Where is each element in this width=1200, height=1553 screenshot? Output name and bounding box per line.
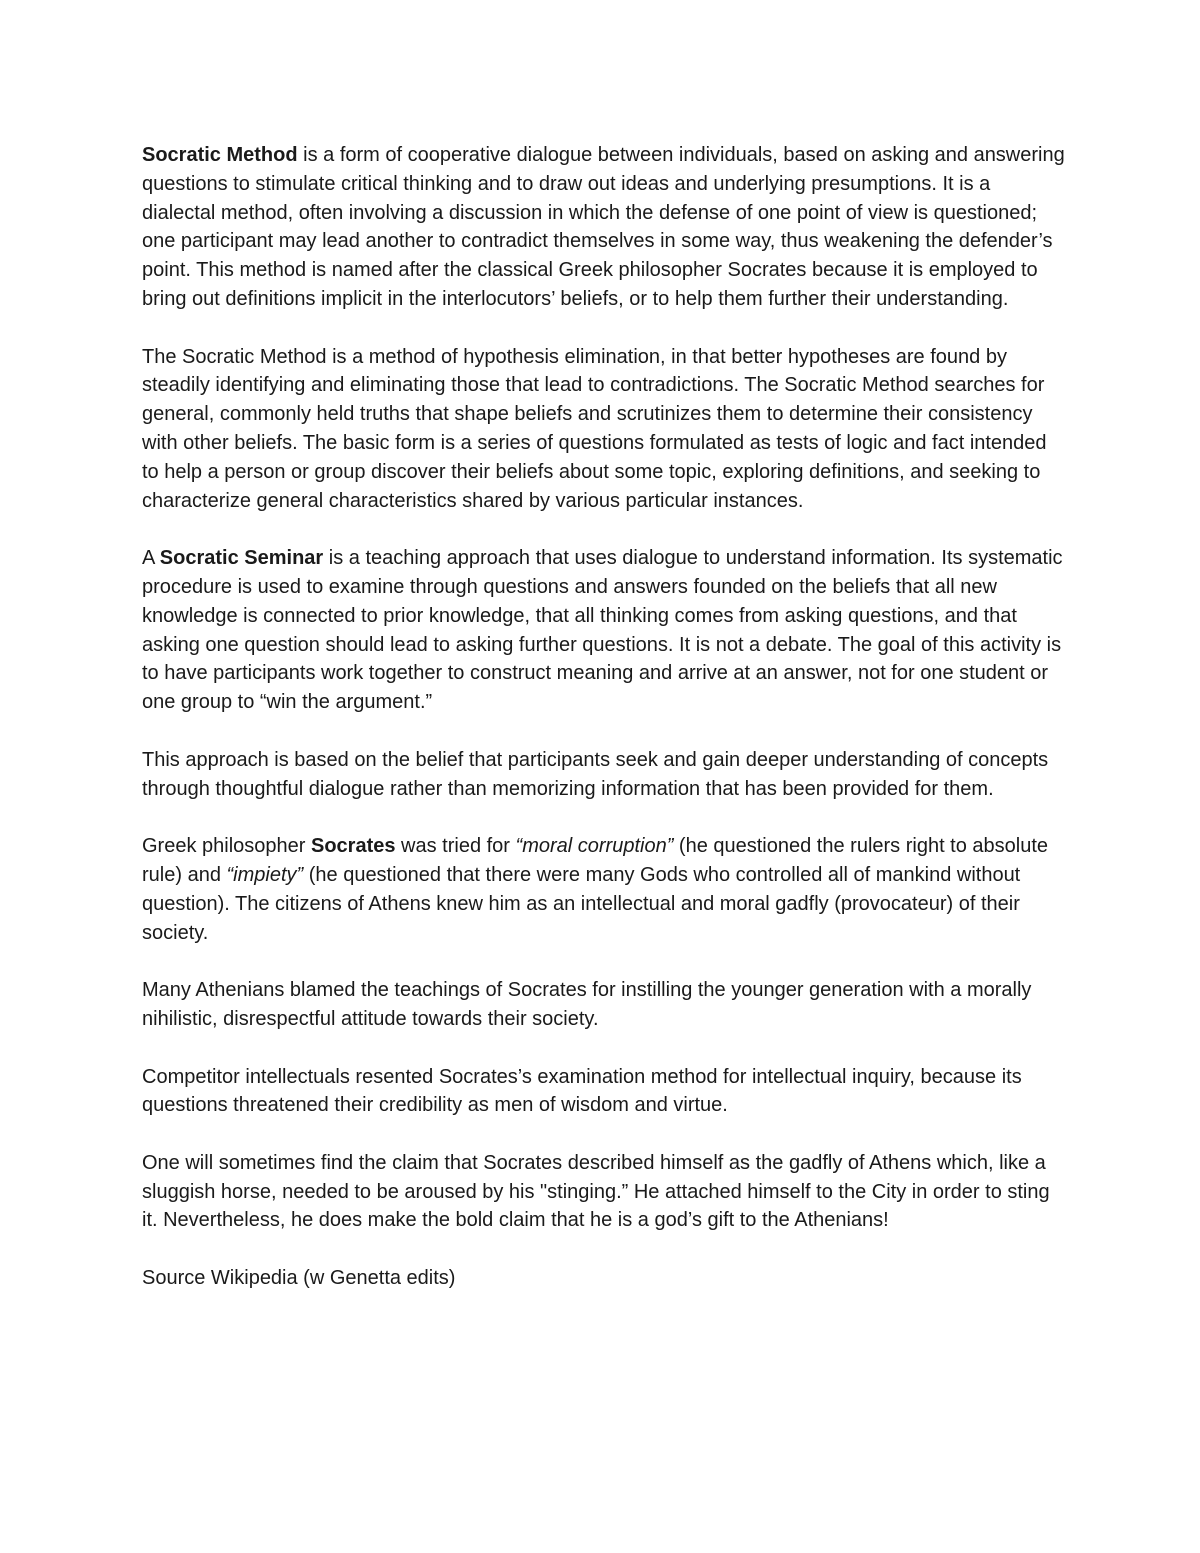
term-socratic-method: Socratic Method xyxy=(142,144,298,166)
paragraph-socratic-method xyxy=(142,141,1067,314)
paragraph-gadfly xyxy=(142,1149,1067,1235)
paragraph-text: is a teaching approach that uses dialogue to understand information. Its systematic procedure is used to examine through questions and answers founded on the beliefs that all new knowledge is connected to prior knowledge, that all thinking comes from asking questions, and that asking one question should lead to asking further questions. It is not a debate. The goal of this activity is to have participants work together to construct meaning and arrive at an answer, not for one student or one group to “win the argument.” xyxy=(142,547,1063,714)
paragraph-text: One will sometimes find the claim that Socrates described himself as the gadfly of Athens which, like a sluggish horse, needed to be aroused by his "stinging.” He attached himself to the City in order to sting it. Nevertheless, he does make the bold claim that he is a god’s gift to the Athenians! xyxy=(142,1151,1050,1232)
paragraph-socrates-trial xyxy=(142,832,1067,947)
paragraph-socratic-seminar xyxy=(142,544,1067,717)
paragraph-text: Many Athenians blamed the teachings of Socrates for instilling the younger generation with a morally nihilistic, disrespectful attitude towards their society. xyxy=(142,979,1032,1030)
source-text: Source Wikipedia (w Genetta edits) xyxy=(142,1267,456,1290)
paragraph-hypothesis-elimination xyxy=(142,343,1067,516)
quote-moral-corruption: “moral corruption” xyxy=(515,835,674,858)
paragraph-text: The Socratic Method is a method of hypothesis elimination, in that better hypotheses are found by steadily identifying and eliminating those that lead to contradictions. The Socratic Method searches for general, commonly held truths that shape beliefs and scrutinizes them to determine their consistency with other beliefs. The basic form is a series of questions formulated as tests of logic and fact intended to help a person or group discover their beliefs about some topic, exploring definitions, and seeking to characterize general characteristics shared by various particular instances. xyxy=(142,345,1047,512)
paragraph-mid: was tried for xyxy=(395,835,516,858)
paragraph-text: Competitor intellectuals resented Socrates’s examination method for intellectual inquiry, because its questions threatened their credibility as men of wisdom and virtue. xyxy=(142,1065,1022,1117)
paragraph-athenians xyxy=(142,976,1067,1034)
term-socratic-seminar: Socratic Seminar xyxy=(159,547,324,570)
source-line xyxy=(142,1264,1067,1293)
document-body xyxy=(142,141,1067,1293)
paragraph-lead: A xyxy=(142,547,160,570)
paragraph-approach xyxy=(142,746,1067,804)
paragraph-tail: (he questioned that there were many Gods who controlled all of mankind without question). The citizens of Athens knew him as an intellectual and moral gadfly (provocateur) of their society. xyxy=(142,863,1021,944)
paragraph-text: is a form of cooperative dialogue between individuals, based on asking and answering questions to stimulate critical thinking and to draw out ideas and underlying presumptions. It is a dialectal method, often involving a discussion in which the defense of one point of view is questioned; one participant may lead another to contradict themselves in some way, thus weakening the defender’s point. This method is named after the classical Greek philosopher Socrates because it is employed to bring out definitions implicit in the interlocutors’ beliefs, or to help them further their understanding. xyxy=(142,144,1065,310)
paragraph-competitors xyxy=(142,1063,1067,1121)
term-socrates: Socrates xyxy=(310,835,396,858)
quote-impiety: “impiety” xyxy=(226,863,304,886)
paragraph-mid: (he questioned the rulers right to absolute rule) and xyxy=(142,835,1049,886)
paragraph-lead: Greek philosopher xyxy=(142,835,311,858)
paragraph-text: This approach is based on the belief that participants seek and gain deeper understanding of concepts through thoughtful dialogue rather than memorizing information that has been provided for them. xyxy=(142,748,1049,800)
